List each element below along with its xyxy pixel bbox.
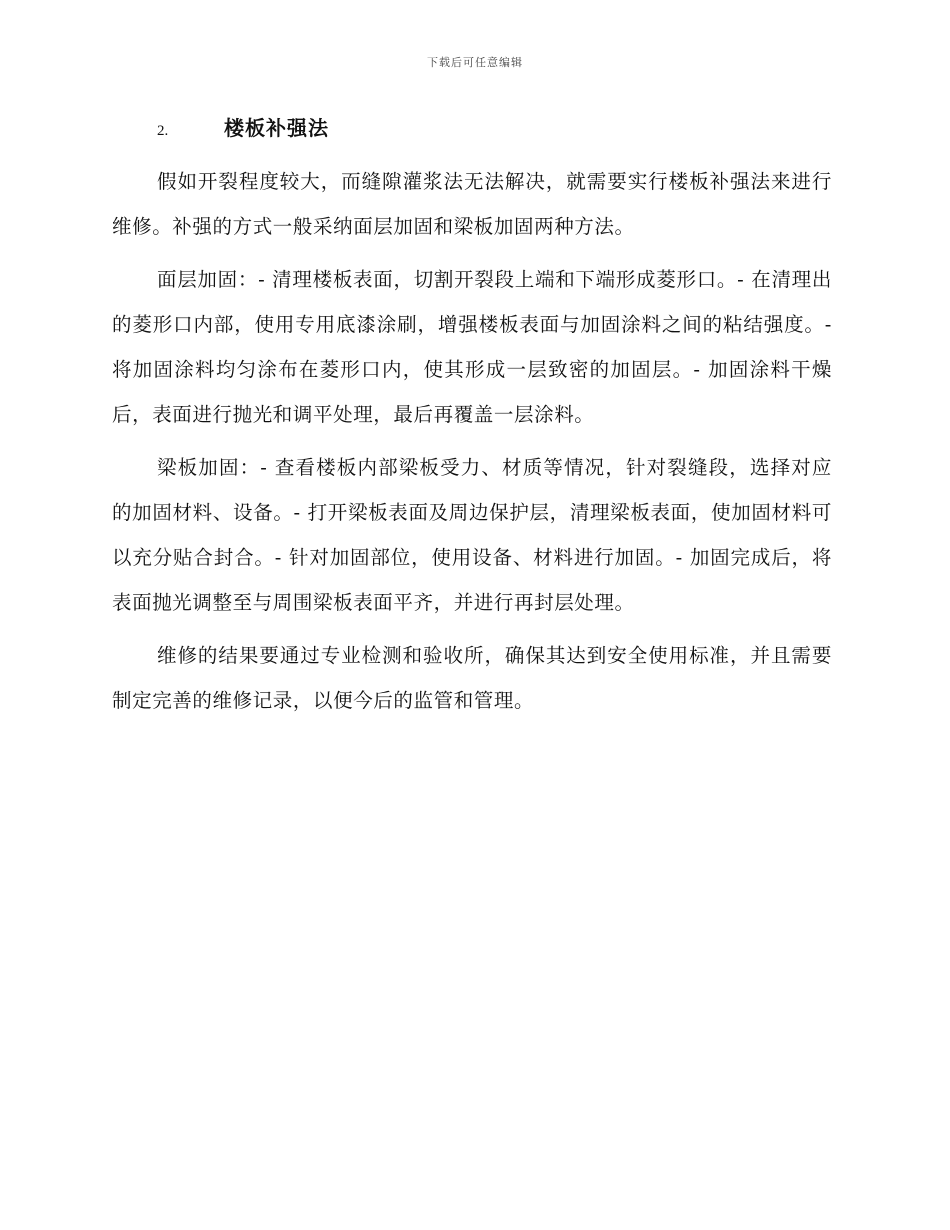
paragraph-beam-reinforcement: 梁板加固：- 查看楼板内部梁板受力、材质等情况，针对裂缝段，选择对应的加固材料、设备。- 打开梁板表面及周边保护层，清理梁板表面，使加固材料可以充分贴合封合。- 针对加固部位，使用设备、材料进行加固。- 加固完成后，将表面抛光调整至与周围梁板表面平齐，并进行再封层处理。 [112,456,832,614]
section-number: 2. [157,123,169,139]
paragraph-intro: 假如开裂程度较大，而缝隙灌浆法无法解决，就需要实行楼板补强法来进行维修。补强的方式一般采纳面层加固和梁板加固两种方法。 [112,170,832,238]
document-body [112,112,832,731]
section-heading [157,112,832,141]
paragraph-conclusion: 维修的结果要通过专业检测和验收所，确保其达到安全使用标准，并且需要制定完善的维修记录，以便今后的监管和管理。 [112,644,832,712]
paragraph-surface-reinforcement: 面层加固：- 清理楼板表面，切割开裂段上端和下端形成菱形口。- 在清理出的菱形口内部，使用专用底漆涂刷，增强楼板表面与加固涂料之间的粘结强度。- 将加固涂料均匀涂布在菱形口内，使其形成一层致密的加固层。- 加固涂料干燥后，表面进行抛光和调平处理，最后再覆盖一层涂料。 [112,268,832,426]
page-header-note: 下载后可任意编辑 [427,56,523,69]
section-title: 楼板补强法 [224,116,329,140]
